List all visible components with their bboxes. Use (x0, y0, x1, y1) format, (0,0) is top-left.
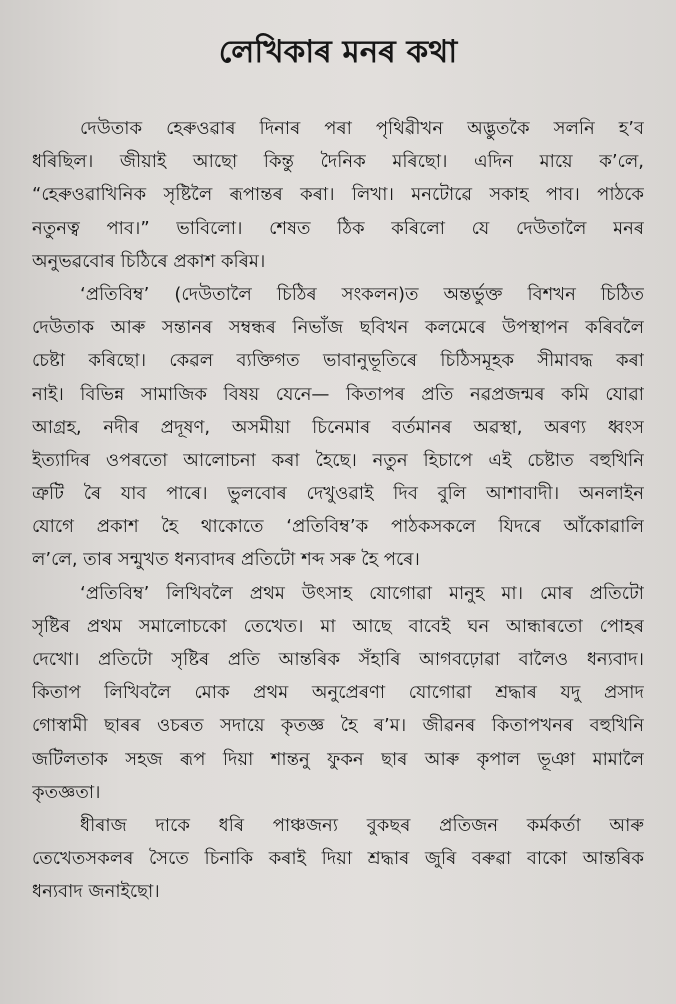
body-text (32, 112, 644, 909)
text-line: ল’লে, তাৰ সন্মুখত ধন্যবাদৰ প্ৰতিটো শব্দ সৰু হৈ পৰে। (32, 549, 420, 571)
text-line: ধৰিছিল। জীয়াই আছো কিন্তু দৈনিক মৰিছো। এদিন মায়ে ক’লে, (32, 151, 644, 173)
text-line: নতুনত্ব পাব।” ভাবিলো। শেষত ঠিক কৰিলো যে দেউতালৈ মনৰ (32, 217, 644, 239)
paragraph-4 (32, 809, 644, 909)
text-line: দেউতাক হেৰুওৱাৰ দিনাৰ পৰা পৃথিৱীখন অদ্ভুতকৈ সলনি হ’ব (80, 118, 644, 139)
text-line: কিতাপ লিখিবলৈ মোক প্ৰথম অনুপ্ৰেৰণা যোগোৱা শ্ৰদ্ধাৰ যদু প্ৰসাদ (32, 682, 644, 704)
text-line: চেষ্টা কৰিছো। কেৱল ব্যক্তিগত ভাবানুভূতিৰে চিঠিসমূহক সীমাবদ্ধ কৰা (32, 350, 644, 372)
text-line: নাই। বিভিন্ন সামাজিক বিষয় যেনে— কিতাপৰ প্ৰতি নৱপ্ৰজন্মৰ কমি যোৱা (32, 383, 644, 405)
text-line: দেখো। প্ৰতিটো সৃষ্টিৰ প্ৰতি আন্তৰিক সঁহাৰি আগবঢ়োৱা বালৈও ধন্যবাদ। (32, 649, 644, 670)
paragraph-3 (32, 577, 644, 809)
text-line: দেউতাক আৰু সন্তানৰ সম্বন্ধৰ নিভাঁজ ছবিখন কলমেৰে উপস্থাপন কৰিবলৈ (32, 317, 644, 339)
text-line: “হেৰুওৱাখিনিক সৃষ্টিলৈ ৰূপান্তৰ কৰা। লিখা। মনটোৱে সকাহ পাব। পাঠকে (32, 184, 644, 206)
text-line: আগ্ৰহ, নদীৰ প্ৰদূষণ, অসমীয়া চিনেমাৰ বৰ্তমানৰ অৱস্থা, অৰণ্য ধ্বংস (32, 416, 644, 438)
text-line: ধন্যবাদ জনাইছো। (32, 881, 160, 903)
page-title: লেখিকাৰ মনৰ কথা (218, 34, 458, 70)
text-line: কৃতজ্ঞতা। (32, 781, 101, 803)
text-line: ‘প্ৰতিবিম্ব’ লিখিবলৈ প্ৰথম উৎসাহ যোগোৱা মানুহ মা। মোৰ প্ৰতিটো (80, 582, 644, 604)
text-line: ইত্যাদিৰ ওপৰতো আলোচনা কৰা হৈছে। নতুন হিচাপে এই চেষ্টাত বহুখিনি (32, 449, 644, 471)
text-line: সৃষ্টিৰ প্ৰথম সমালোচকো তেখেত। মা আছে বাবেই ঘন আন্ধাৰতো পোহৰ (32, 615, 644, 637)
text-line: তেখেতসকলৰ সৈতে চিনাকি কৰাই দিয়া শ্ৰদ্ধাৰ জুৰি বৰুৱা বাকো আন্তৰিক (32, 848, 644, 870)
text-line: ত্ৰুটি ৰৈ যাব পাৰে। ভুলবোৰ দেখুওৱাই দিব বুলি আশাবাদী। অনলাইন (32, 483, 644, 505)
paragraph-2 (32, 278, 644, 577)
text-line: জটিলতাক সহজ ৰূপ দিয়া শান্তনু ফুকন ছাৰ আৰু কৃপাল ভূঞা মামালৈ (32, 748, 644, 770)
text-line: ধীৰাজ দাকে ধৰি পাঞ্চজন্য বুকছৰ প্ৰতিজন কৰ্মকৰ্তা আৰু (80, 814, 644, 836)
paragraph-1 (32, 112, 644, 278)
text-line: যোগে প্ৰকাশ হৈ থাকোতে ‘প্ৰতিবিম্ব’ক পাঠকসকলে যিদৰে আঁকোৱালি (32, 516, 644, 538)
text-line: ‘প্ৰতিবিম্ব’ (দেউতালৈ চিঠিৰ সংকলন)ত অন্তৰ্ভুক্ত বিশখন চিঠিত (80, 283, 644, 305)
text-line: অনুভৱবোৰ চিঠিৰে প্ৰকাশ কৰিম। (32, 250, 266, 272)
text-line: গোস্বামী ছাৰৰ ওচৰত সদায়ে কৃতজ্ঞ হৈ ৰ’ম। জীৱনৰ কিতাপখনৰ বহুখিনি (32, 715, 644, 737)
